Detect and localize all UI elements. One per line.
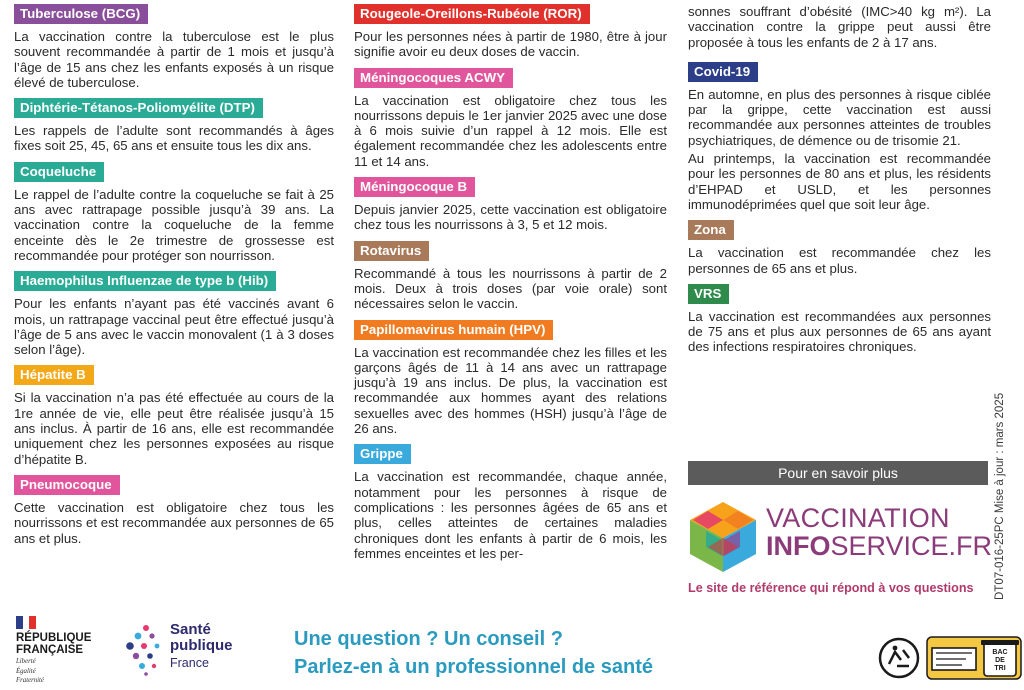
cube-logo-icon (688, 500, 758, 574)
grippe-continuation-text: sonnes souffrant d’obésité (IMC>40 kg m²). La vaccination contre la grippe peut aussi être proposée à tous les enfants de 2 à 17 ans. (688, 4, 991, 50)
section-text: La vaccination est recommandées aux personnes de 75 ans et plus aux personnes de 65 ans ayant des infections respiratoires chroniques. (688, 308, 991, 355)
question-line2: Parlez-en à un professionnel de santé (294, 656, 653, 678)
footer (0, 610, 1024, 690)
section-coqueluche (14, 162, 334, 263)
section-text: Si la vaccination n’a pas été effectuée au cours de la 1re année de vie, elle peut être réalisée jusqu’à 15 ans inclus. À partir de 16 ans, elle est recommandée uniquement chez les personnes exposées au risque d’hépatite B. (14, 390, 334, 467)
section-title: Méningocoques ACWY (354, 68, 513, 88)
section-title: Coqueluche (14, 162, 104, 182)
section-text: Les rappels de l’adulte sont recommandés à âges fixes soit 25, 45, 65 ans et ensuite tous les dix ans. (14, 123, 334, 154)
french-flag-icon (16, 616, 36, 629)
column-left (14, 4, 334, 554)
section-pneumocoque (14, 475, 334, 546)
section-title: Diphtérie-Tétanos-Poliomyélite (DTP) (14, 98, 263, 118)
section-text: Au printemps, la vaccination est recommandée pour les personnes de 80 ans et plus, les résidents d’EHPAD et USLD, et les personnes immunodéprimées quel que soit leur âge. (688, 151, 991, 212)
section-title: Rotavirus (354, 241, 429, 261)
section-rougeole-oreillons-rubeole-ror (354, 4, 667, 60)
logo-tagline: Le site de référence qui répond à vos questions (688, 581, 974, 595)
section-meningocoques-acwy (354, 68, 667, 169)
logo-line1: VACCINATION (766, 503, 950, 533)
section-title: Grippe (354, 444, 411, 464)
section-covid-19 (688, 62, 991, 212)
rf-motto3: Fraternité (16, 677, 44, 685)
svg-text:BAC: BAC (992, 649, 1008, 656)
section-text: En automne, en plus des personnes à risque ciblée par la grippe, cette vaccination est aussi recommandée aux personnes atteintes de troubles psychiatriques, de démence ou de trisomie 21. (688, 86, 991, 148)
question-line1: Une question ? Un conseil ? (294, 628, 563, 650)
section-papillomavirus-humain-hpv (354, 320, 667, 437)
spf-line3: France (170, 656, 209, 670)
section-title: Papillomavirus humain (HPV) (354, 320, 553, 340)
section-title: Zona (688, 220, 734, 240)
rf-line1: RÉPUBLIQUE (16, 632, 92, 644)
section-zona (688, 220, 991, 276)
column-middle (354, 4, 667, 569)
section-grippe (354, 444, 667, 561)
section-title: Covid-19 (688, 62, 758, 82)
spf-dots-icon (124, 624, 164, 676)
column-right (688, 4, 991, 363)
section-title: Haemophilus Influenzae de type b (Hib) (14, 271, 276, 291)
section-vrs (688, 284, 991, 355)
section-text: La vaccination est recommandée, chaque année, notamment pour les personnes à risque de complications : les personnes âgées de 65 ans et plus, celles atteintes de certaines maladies chroniques dont les enfants à partir de 6 mois, les femmes enceintes et les per- (354, 469, 667, 561)
section-text: Depuis janvier 2025, cette vaccination est obligatoire chez tous les nourrissons à 3, 5 et 12 mois. (354, 202, 667, 233)
section-title: Rougeole-Oreillons-Rubéole (ROR) (354, 4, 590, 24)
section-title: Hépatite B (14, 365, 94, 385)
section-text: Pour les personnes nées à partir de 1980, être à jour signifie avoir eu deux doses de vaccin. (354, 29, 667, 60)
section-text: Le rappel de l’adulte contre la coqueluche se fait à 25 ans avec rattrapage possible jusqu’à 39 ans. La vaccination contre la coqueluche de la femme enceinte dès le 2e trimestre de grossesse est recommandée pour protéger son nourrisson. (14, 186, 334, 263)
section-tuberculose-bcg (14, 4, 334, 90)
section-hepatite-b (14, 365, 334, 466)
section-text: Pour les enfants n’ayant pas été vaccinés avant 6 mois, un rattrapage vaccinal peut être effectué jusqu’à l’âge de 5 ans avec le vaccin monovalent (1 à 3 doses selon l’âge). (14, 296, 334, 358)
recycling-bin-icon (926, 636, 1022, 680)
section-text: Recommandé à tous les nourrissons à partir de 2 mois. Deux à trois doses (par voie orale) sont nécessaires selon le vaccin. (354, 265, 667, 312)
section-meningocoque-b (354, 177, 667, 233)
vaccination-info-service-logo[interactable] (688, 500, 993, 580)
section-text: La vaccination contre la tuberculose est le plus souvent recommandée à partir de 1 mois et jusqu’à l’âge de 15 ans chez les enfants exposés à un risque élevé de tuberculose. (14, 29, 334, 90)
more-info-bar[interactable] (688, 461, 988, 485)
svg-text:DE: DE (995, 657, 1005, 664)
spf-line2: publique (170, 637, 233, 654)
spf-line1: Santé (170, 621, 211, 638)
section-title: Tuberculose (BCG) (14, 4, 148, 24)
section-haemophilus-influenzae-de-type-b-hib (14, 271, 334, 357)
rf-motto1: Liberté (16, 658, 36, 665)
rf-line2: FRANÇAISE (16, 644, 84, 656)
section-text: La vaccination est obligatoire chez tous les nourrissons depuis le 1er janvier 2025 avec une dose à 6 mois suivie d’un rappel à 12 mois. Elle est également recommandée chez les adolescents entre 11 et 14 ans. (354, 92, 667, 169)
section-diphterie-tetanos-poliomyelite-dtp (14, 98, 334, 154)
sante-publique-france-logo (124, 620, 254, 680)
section-text: La vaccination est recommandée chez les personnes de 65 ans et plus. (688, 245, 991, 276)
section-rotavirus (354, 241, 667, 312)
logo-line2: INFOSERVICE.FR (766, 531, 993, 561)
section-title: Méningocoque B (354, 177, 475, 197)
republique-francaise-logo (16, 616, 106, 685)
rf-motto2: Égalité (16, 667, 36, 675)
triman-icon (877, 636, 921, 680)
col3-sections (688, 62, 991, 355)
svg-text:TRI: TRI (994, 665, 1006, 672)
more-info-label[interactable]: Pour en savoir plus (688, 461, 988, 485)
section-title: VRS (688, 284, 729, 304)
section-text: La vaccination est recommandée chez les filles et les garçons âgés de 11 à 14 ans avec un rattrapage jusqu’à 19 ans inclus. De plus, la vaccination est recommandée aux hommes ayant des relations sexuelles avec des hommes (HSH) jusqu’à l’âge de 26 ans. (354, 344, 667, 437)
section-title: Pneumocoque (14, 475, 120, 495)
section-text: Cette vaccination est obligatoire chez tous les nourrissons et est recommandée aux personnes de 65 ans et plus. (14, 499, 334, 546)
